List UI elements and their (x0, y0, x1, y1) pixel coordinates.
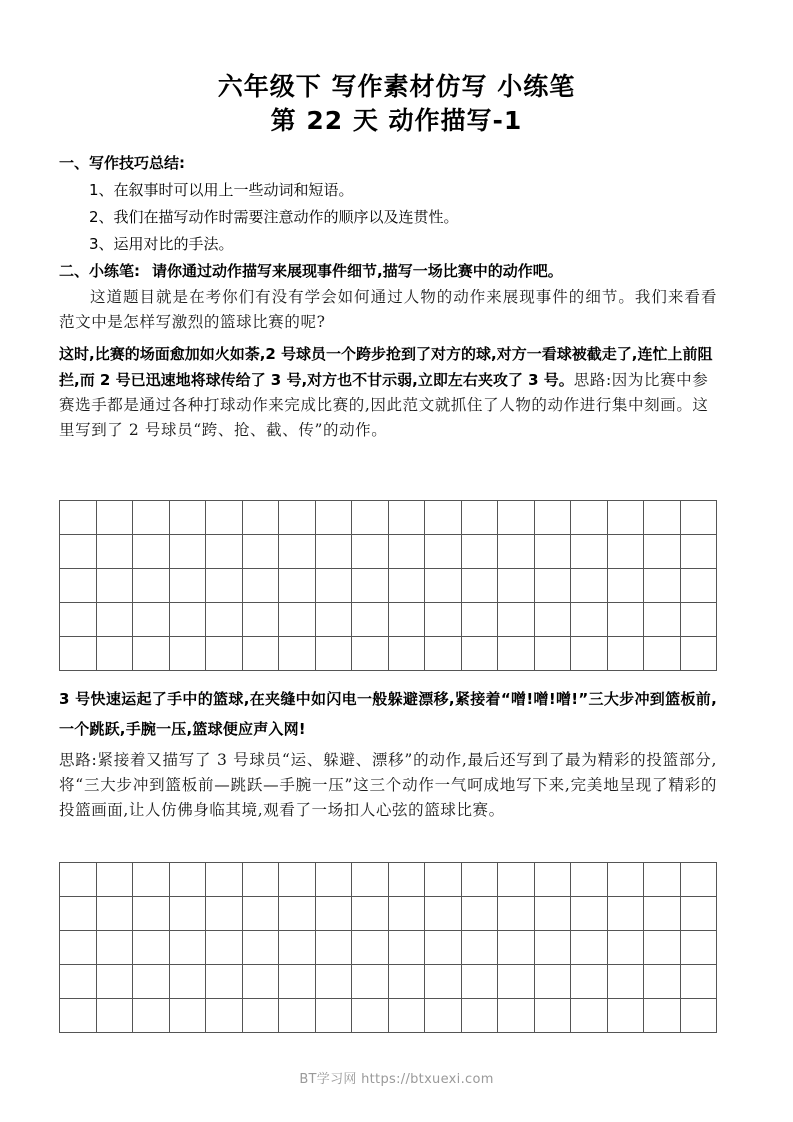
grid-cell[interactable] (60, 931, 97, 965)
grid-cell[interactable] (242, 569, 279, 603)
grid-cell[interactable] (60, 897, 97, 931)
grid-cell[interactable] (279, 965, 316, 999)
grid-cell[interactable] (96, 965, 133, 999)
grid-cell[interactable] (425, 965, 462, 999)
grid-cell[interactable] (242, 603, 279, 637)
grid-cell[interactable] (352, 897, 389, 931)
grid-cell[interactable] (461, 569, 498, 603)
grid-cell[interactable] (461, 637, 498, 671)
grid-cell[interactable] (534, 637, 571, 671)
grid-cell[interactable] (461, 863, 498, 897)
grid-cell[interactable] (461, 603, 498, 637)
grid-cell[interactable] (680, 569, 717, 603)
grid-cell[interactable] (242, 897, 279, 931)
grid-cell[interactable] (461, 999, 498, 1033)
grid-cell[interactable] (242, 965, 279, 999)
grid-cell[interactable] (571, 999, 608, 1033)
grid-cell[interactable] (425, 501, 462, 535)
grid-cell[interactable] (571, 535, 608, 569)
grid-cell[interactable] (461, 931, 498, 965)
grid-cell[interactable] (607, 931, 644, 965)
grid-cell[interactable] (534, 965, 571, 999)
grid-cell[interactable] (425, 897, 462, 931)
grid-cell[interactable] (607, 603, 644, 637)
grid-cell[interactable] (279, 603, 316, 637)
grid-cell[interactable] (607, 897, 644, 931)
grid-cell[interactable] (242, 501, 279, 535)
writing-grid-1[interactable] (59, 500, 717, 671)
grid-cell[interactable] (352, 999, 389, 1033)
grid-cell[interactable] (133, 535, 170, 569)
grid-cell[interactable] (352, 863, 389, 897)
grid-cell[interactable] (352, 965, 389, 999)
grid-cell[interactable] (206, 603, 243, 637)
grid-cell[interactable] (388, 965, 425, 999)
grid-cell[interactable] (279, 637, 316, 671)
grid-cell[interactable] (388, 603, 425, 637)
grid-cell[interactable] (169, 637, 206, 671)
grid-cell[interactable] (425, 637, 462, 671)
grid-cell[interactable] (60, 569, 97, 603)
grid-cell[interactable] (680, 603, 717, 637)
grid-cell[interactable] (461, 535, 498, 569)
grid-cell[interactable] (571, 569, 608, 603)
grid-cell[interactable] (169, 897, 206, 931)
grid-cell[interactable] (680, 931, 717, 965)
grid-cell[interactable] (644, 863, 681, 897)
grid-cell[interactable] (534, 501, 571, 535)
grid-cell[interactable] (571, 931, 608, 965)
grid-cell[interactable] (534, 569, 571, 603)
grid-cell[interactable] (169, 965, 206, 999)
grid-cell[interactable] (644, 569, 681, 603)
grid-cell[interactable] (388, 569, 425, 603)
grid-row (60, 535, 717, 569)
grid-cell[interactable] (133, 863, 170, 897)
grid-cell[interactable] (206, 637, 243, 671)
section-2-question: 请你通过动作描写来展现事件细节,描写一场比赛中的动作吧。 (152, 262, 563, 280)
grid-cell[interactable] (644, 999, 681, 1033)
grid-cell[interactable] (133, 931, 170, 965)
title-line-1: 六年级下 写作素材仿写 小练笔 (217, 72, 576, 101)
grid-cell[interactable] (315, 501, 352, 535)
grid-cell[interactable] (425, 999, 462, 1033)
grid-cell[interactable] (242, 535, 279, 569)
grid-cell[interactable] (96, 897, 133, 931)
grid-cell[interactable] (352, 535, 389, 569)
grid-cell[interactable] (133, 897, 170, 931)
grid-cell[interactable] (571, 603, 608, 637)
sample-1-block (59, 341, 717, 443)
page-title (0, 70, 793, 138)
grid-cell[interactable] (607, 999, 644, 1033)
grid-cell[interactable] (388, 535, 425, 569)
grid-cell[interactable] (206, 965, 243, 999)
grid-cell[interactable] (498, 501, 535, 535)
grid-cell[interactable] (534, 603, 571, 637)
grid-cell[interactable] (242, 637, 279, 671)
grid-cell[interactable] (60, 501, 97, 535)
section-2-label: 二、小练笔: (59, 262, 140, 280)
grid-cell[interactable] (60, 603, 97, 637)
grid-cell[interactable] (388, 897, 425, 931)
grid-cell[interactable] (279, 897, 316, 931)
grid-cell[interactable] (133, 637, 170, 671)
grid-cell[interactable] (315, 603, 352, 637)
grid-cell[interactable] (133, 569, 170, 603)
grid-cell[interactable] (644, 931, 681, 965)
grid-cell[interactable] (388, 637, 425, 671)
grid-cell[interactable] (133, 603, 170, 637)
grid-cell[interactable] (352, 637, 389, 671)
grid-cell[interactable] (607, 535, 644, 569)
grid-cell[interactable] (242, 931, 279, 965)
grid-cell[interactable] (388, 999, 425, 1033)
grid-cell[interactable] (352, 931, 389, 965)
grid-table-1[interactable] (59, 500, 717, 671)
grid-cell[interactable] (279, 501, 316, 535)
grid-cell[interactable] (206, 897, 243, 931)
grid-cell[interactable] (242, 863, 279, 897)
grid-cell[interactable] (571, 637, 608, 671)
grid-cell[interactable] (315, 999, 352, 1033)
grid-cell[interactable] (169, 535, 206, 569)
grid-cell[interactable] (96, 501, 133, 535)
grid-cell[interactable] (644, 535, 681, 569)
grid-cell[interactable] (498, 603, 535, 637)
grid-cell[interactable] (60, 965, 97, 999)
grid-table-2[interactable] (59, 862, 717, 1033)
grid-cell[interactable] (680, 535, 717, 569)
grid-cell[interactable] (534, 999, 571, 1033)
grid-cell[interactable] (96, 863, 133, 897)
grid-cell[interactable] (60, 535, 97, 569)
grid-cell[interactable] (644, 965, 681, 999)
grid-row (60, 999, 717, 1033)
grid-cell[interactable] (680, 863, 717, 897)
grid-cell[interactable] (644, 501, 681, 535)
grid-cell[interactable] (607, 863, 644, 897)
grid-cell[interactable] (461, 965, 498, 999)
grid-cell[interactable] (133, 999, 170, 1033)
grid-row (60, 569, 717, 603)
grid-cell[interactable] (680, 999, 717, 1033)
section-1-heading: 一、写作技巧总结: (59, 154, 185, 172)
grid-cell[interactable] (315, 535, 352, 569)
sample-2-block (59, 684, 717, 823)
tip-item-1: 1、在叙事时可以用上一些动词和短语。 (89, 181, 354, 199)
grid-cell[interactable] (498, 897, 535, 931)
grid-cell[interactable] (169, 501, 206, 535)
grid-cell[interactable] (534, 897, 571, 931)
grid-cell[interactable] (571, 897, 608, 931)
grid-cell[interactable] (60, 863, 97, 897)
grid-cell[interactable] (498, 535, 535, 569)
grid-cell[interactable] (206, 863, 243, 897)
grid-cell[interactable] (607, 501, 644, 535)
grid-cell[interactable] (206, 931, 243, 965)
grid-cell[interactable] (96, 999, 133, 1033)
footer-watermark: BT学习网 https://btxuexi.com (299, 1072, 494, 1087)
grid-cell[interactable] (352, 603, 389, 637)
grid-cell[interactable] (607, 569, 644, 603)
grid-cell[interactable] (279, 999, 316, 1033)
grid-cell[interactable] (388, 863, 425, 897)
grid-cell[interactable] (607, 637, 644, 671)
sample-1-analysis: 思路:因为比赛中参赛选手都是通过各种打球动作来完成比赛的,因此范文就抓住了人物的动作进行集中刻画。这里写到了 2 号球员“跨、抢、截、传”的动作。 (59, 371, 709, 439)
grid-cell[interactable] (96, 603, 133, 637)
grid-body-1 (60, 501, 717, 671)
grid-cell[interactable] (60, 999, 97, 1033)
section-2-prompt (59, 258, 717, 285)
tip-item-2: 2、我们在描写动作时需要注意动作的顺序以及连贯性。 (89, 208, 459, 226)
grid-cell[interactable] (498, 569, 535, 603)
grid-cell[interactable] (425, 569, 462, 603)
document-body (59, 150, 717, 443)
grid-cell[interactable] (169, 999, 206, 1033)
grid-cell[interactable] (680, 637, 717, 671)
sample-2-text: 3 号快速运起了手中的篮球,在夹缝中如闪电一般躲避漂移,紧接着“噌!噌!噌!”三大步冲到篮板前,一个跳跃,手腕一压,篮球便应声入网! (59, 690, 717, 738)
grid-cell[interactable] (680, 965, 717, 999)
grid-cell[interactable] (425, 535, 462, 569)
sample-1-text: 这时,比赛的场面愈加如火如荼,2 号球员一个跨步抢到了对方的球,对方一看球被截走了,连忙上前阻拦,而 2 号已迅速地将球传给了 3 号,对方也不甘示弱,立即左右夹攻了 3 号。 (59, 345, 713, 389)
grid-cell[interactable] (607, 965, 644, 999)
grid-cell[interactable] (169, 603, 206, 637)
grid-row (60, 603, 717, 637)
grid-cell[interactable] (279, 863, 316, 897)
grid-cell[interactable] (388, 501, 425, 535)
grid-row (60, 501, 717, 535)
grid-cell[interactable] (206, 569, 243, 603)
grid-cell[interactable] (461, 897, 498, 931)
grid-cell[interactable] (315, 965, 352, 999)
writing-grid-2[interactable] (59, 862, 717, 1033)
grid-cell[interactable] (388, 931, 425, 965)
grid-cell[interactable] (133, 501, 170, 535)
grid-cell[interactable] (680, 897, 717, 931)
grid-cell[interactable] (96, 535, 133, 569)
grid-cell[interactable] (461, 501, 498, 535)
grid-row (60, 863, 717, 897)
grid-cell[interactable] (279, 535, 316, 569)
grid-cell[interactable] (242, 999, 279, 1033)
grid-row (60, 637, 717, 671)
tip-item-3: 3、运用对比的手法。 (89, 235, 234, 253)
grid-row (60, 897, 717, 931)
grid-cell[interactable] (96, 637, 133, 671)
grid-cell[interactable] (425, 863, 462, 897)
grid-body-2 (60, 863, 717, 1033)
grid-cell[interactable] (680, 501, 717, 535)
grid-cell[interactable] (498, 931, 535, 965)
grid-cell[interactable] (96, 569, 133, 603)
grid-cell[interactable] (169, 863, 206, 897)
grid-cell[interactable] (315, 637, 352, 671)
grid-cell[interactable] (644, 603, 681, 637)
grid-cell[interactable] (498, 965, 535, 999)
grid-cell[interactable] (571, 965, 608, 999)
grid-cell[interactable] (206, 999, 243, 1033)
grid-cell[interactable] (498, 999, 535, 1033)
grid-cell[interactable] (315, 931, 352, 965)
grid-cell[interactable] (352, 501, 389, 535)
grid-cell[interactable] (133, 965, 170, 999)
grid-row (60, 931, 717, 965)
grid-cell[interactable] (498, 637, 535, 671)
grid-cell[interactable] (644, 637, 681, 671)
title-line-2: 第 22 天 动作描写-1 (270, 106, 523, 135)
grid-cell[interactable] (425, 931, 462, 965)
grid-cell[interactable] (352, 569, 389, 603)
sample-2-analysis: 思路:紧接着又描写了 3 号球员“运、躲避、漂移”的动作,最后还写到了最为精彩的投篮部分,将“三大步冲到篮板前—跳跃—手腕一压”这三个动作一气呵成地写下来,完美地呈现了精彩的投篮画面,让人仿佛身临其境,观看了一场扣人心弦的篮球比赛。 (59, 751, 717, 819)
grid-cell[interactable] (534, 863, 571, 897)
grid-cell[interactable] (96, 931, 133, 965)
grid-cell[interactable] (315, 569, 352, 603)
grid-cell[interactable] (315, 863, 352, 897)
grid-cell[interactable] (279, 569, 316, 603)
grid-cell[interactable] (279, 931, 316, 965)
section-2-explanation: 这道题目就是在考你们有没有学会如何通过人物的动作来展现事件的细节。我们来看看范文中是怎样写激烈的篮球比赛的呢? (59, 288, 717, 331)
grid-cell[interactable] (206, 535, 243, 569)
grid-cell[interactable] (169, 931, 206, 965)
grid-row (60, 965, 717, 999)
grid-cell[interactable] (425, 603, 462, 637)
grid-cell[interactable] (571, 501, 608, 535)
grid-cell[interactable] (498, 863, 535, 897)
grid-cell[interactable] (60, 637, 97, 671)
grid-cell[interactable] (169, 569, 206, 603)
grid-cell[interactable] (644, 897, 681, 931)
grid-cell[interactable] (571, 863, 608, 897)
grid-cell[interactable] (534, 535, 571, 569)
grid-cell[interactable] (206, 501, 243, 535)
grid-cell[interactable] (315, 897, 352, 931)
grid-cell[interactable] (534, 931, 571, 965)
